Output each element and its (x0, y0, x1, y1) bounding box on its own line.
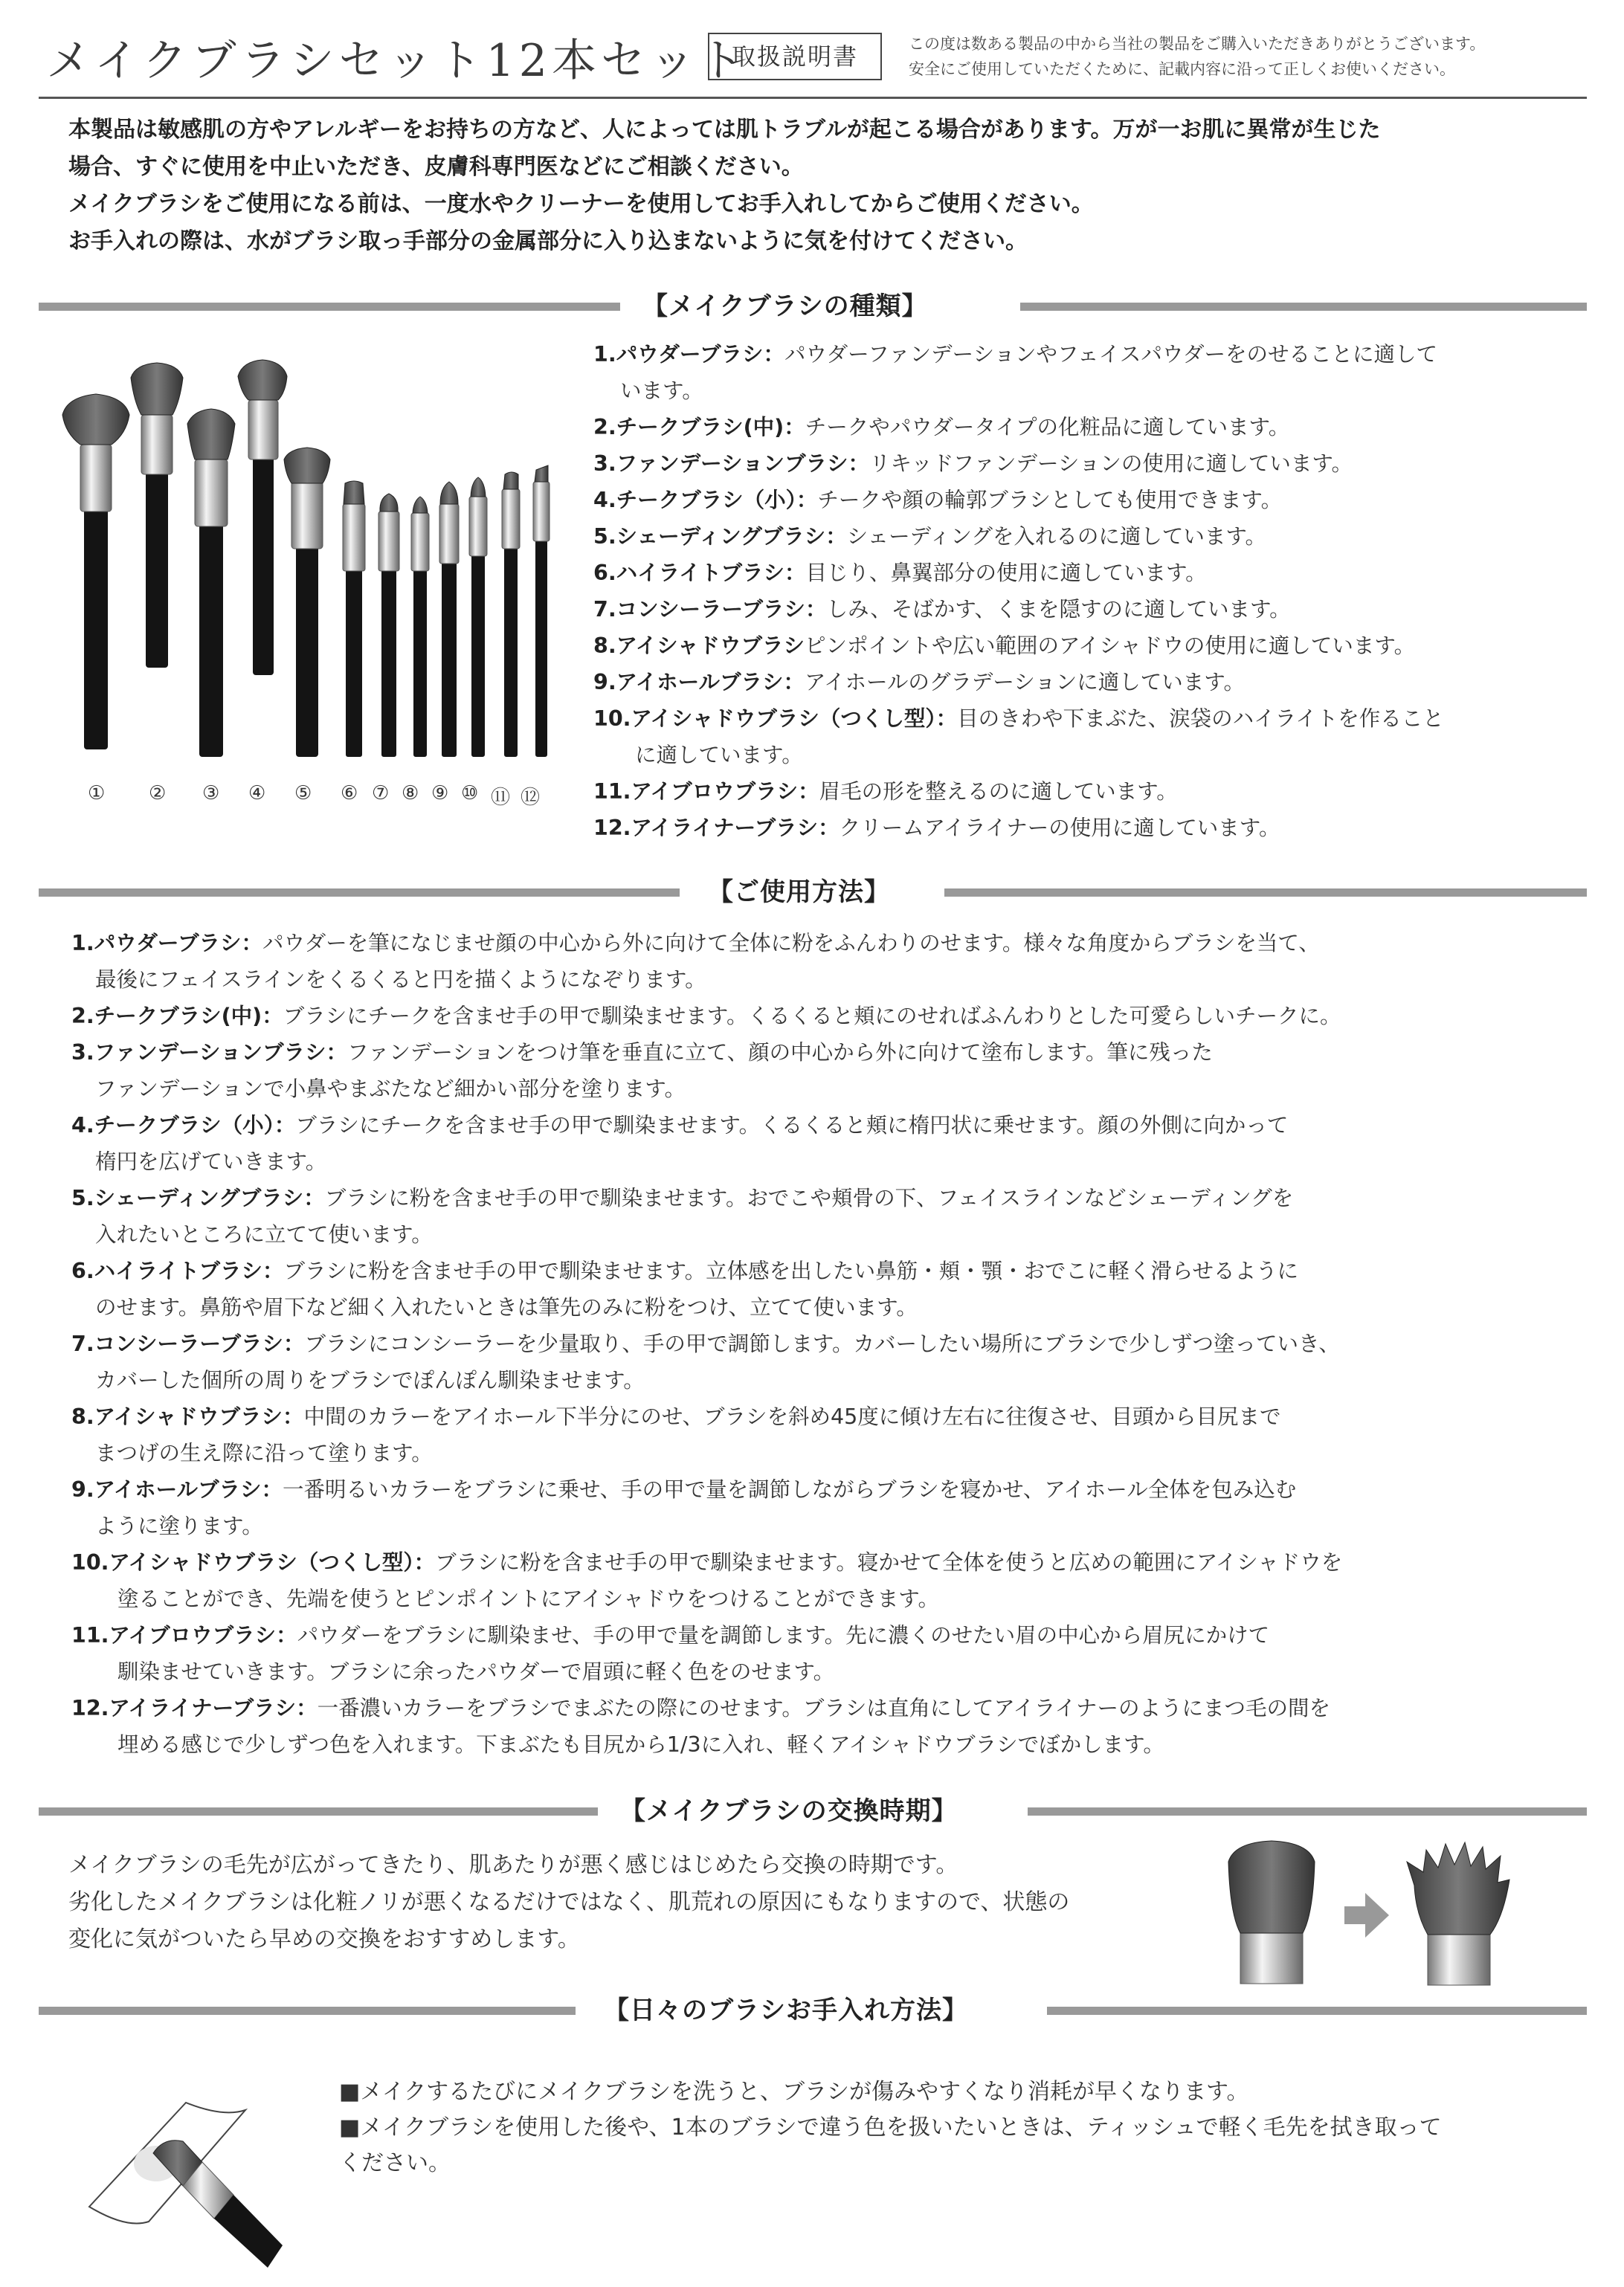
item-name: 12.アイライナーブラシ： (71, 1696, 318, 1720)
text-line: 変化に気がついたら早めの交換をおすすめします。 (68, 1926, 580, 1952)
list-item (71, 1107, 1603, 1144)
list-item (593, 810, 1590, 846)
brush-12 (533, 465, 550, 757)
exchange-text (68, 1847, 1069, 1958)
list-item-cont: のせます。鼻筋や眉下など細く入れたいときは筆先のみに粉をつけ、立てて使います。 (95, 1295, 918, 1320)
list-item (71, 925, 1603, 961)
item-name: 12.アイライナーブラシ： (593, 816, 840, 840)
section-heading-care (39, 1994, 1587, 2027)
care-brush (153, 2141, 283, 2268)
brush-6 (343, 481, 365, 757)
item-name: 8.アイシャドウブラシ： (71, 1404, 304, 1429)
item-name: 7.コンシーラーブラシ： (71, 1332, 305, 1356)
list-item (593, 628, 1590, 664)
item-desc: ファンデーションをつけ筆を垂直に立て、顔の中心から外に向けて塗布します。筆に残った (347, 1040, 1213, 1065)
section-title: 【日々のブラシお手入れ方法】 (604, 1996, 968, 2025)
brush-number: ⑩ (461, 782, 479, 804)
brush-number: ⑨ (431, 782, 449, 804)
brush-number-row (80, 782, 564, 812)
item-name: 10.アイシャドウブラシ（つくし型）： (593, 706, 958, 731)
item-desc: ピンポイントや広い範囲のアイシャドウの使用に適しています。 (805, 633, 1416, 658)
brush-number: ① (88, 782, 106, 804)
item-desc: パウダーをブラシに馴染ませ、手の甲で量を調節します。先に濃くのせたい眉の中心から眉尻にかけて (297, 1623, 1270, 1648)
header-divider (39, 97, 1587, 99)
item-desc: リキッドファンデーションの使用に適しています。 (869, 451, 1353, 476)
thanks-line: 安全にご使用していただくために、記載内容に沿って正しくお使いください。 (909, 60, 1455, 78)
brush-2 (131, 363, 183, 668)
text-line: メイクブラシの毛先が広がってきたり、肌あたりが悪く感じはじめたら交換の時期です。 (68, 1852, 958, 1878)
brush-number: ④ (248, 782, 266, 804)
list-item-cont: います。 (620, 378, 703, 403)
list-item (71, 1617, 1603, 1654)
heading-bar (1047, 2007, 1587, 2015)
brush-number: ⑥ (341, 782, 358, 804)
list-item (71, 1253, 1603, 1289)
notice-line: 本製品は敏感肌の方やアレルギーをお持ちの方など、人によっては肌トラブルが起こる場合があります。万が一お肌に異常が生じた (68, 117, 1381, 143)
page-title: メイクブラシセット12本セット (46, 35, 748, 87)
list-item (593, 773, 1590, 810)
list-item (593, 555, 1590, 591)
item-name: 9.アイホールブラシ： (593, 670, 805, 694)
notice-line: 場合、すぐに使用を中止いただき、皮膚科専門医などにご相談ください。 (68, 154, 804, 180)
item-name: 11.アイブロウブラシ： (593, 779, 819, 804)
item-desc: ブラシに粉を含ませ手の甲で馴染ませます。おでこや頬骨の下、フェイスラインなどシェーディングを (324, 1186, 1294, 1210)
item-name: 8.アイシャドウブラシ (593, 633, 805, 658)
list-item (593, 409, 1590, 445)
new-brush (1228, 1841, 1315, 1984)
item-name: 3.ファンデーションブラシ： (593, 451, 869, 476)
brush-wear-illustration (1206, 1839, 1533, 1988)
brush-11 (502, 472, 520, 757)
brush-10 (469, 477, 487, 757)
list-item (71, 1544, 1603, 1581)
arrow-right-icon (1344, 1893, 1389, 1938)
item-name: 10.アイシャドウブラシ（つくし型）： (71, 1550, 436, 1575)
item-desc: 眉毛の形を整えるのに適しています。 (819, 779, 1178, 804)
brush-number: ⑦ (372, 782, 390, 804)
list-item (593, 482, 1590, 518)
list-item-cont: 楕円を広げていきます。 (95, 1149, 327, 1174)
text-line: 劣化したメイクブラシは化粧ノリが悪くなるだけではなく、肌荒れの原因にもなりますので、状態の (68, 1889, 1070, 1915)
brush-7 (378, 494, 399, 757)
heading-bar (944, 888, 1587, 897)
item-desc: しみ、そばかす、くまを隠すのに適しています。 (826, 597, 1291, 622)
item-desc: 目のきわや下まぶた、涙袋のハイライトを作ること (957, 706, 1444, 731)
notice-line: メイクブラシをご使用になる前は、一度水やクリーナーを使用してお手入れしてからご使用ください。 (68, 191, 1094, 217)
item-desc: ブラシに粉を含ませ手の甲で馴染ませます。立体感を出したい鼻筋・頬・顎・おでこに軽く滑らせるように (283, 1259, 1299, 1283)
brush-types-list (593, 336, 1590, 846)
item-desc: クリームアイライナーの使用に適しています。 (839, 816, 1280, 840)
brush-5 (284, 448, 330, 757)
item-desc: シェーディングを入れるのに適しています。 (846, 524, 1267, 549)
item-name: 2.チークブラシ(中)： (71, 1004, 283, 1028)
list-item-cont: ください。 (339, 2150, 451, 2176)
list-item-cont: ファンデーションで小鼻やまぶたなど細かい部分を塗ります。 (95, 1077, 686, 1101)
usage-list (71, 925, 1603, 1763)
brush-number: ⑧ (402, 782, 419, 804)
section-title: 【ご使用方法】 (708, 877, 890, 907)
item-desc: チークやパウダータイプの化粧品に適しています。 (805, 415, 1290, 439)
brush-8 (411, 497, 429, 757)
item-name: 1.パウダーブラシ： (593, 342, 784, 367)
item-desc: 一番濃いカラーをブラシでまぶたの際にのせます。ブラシは直角にしてアイライナーのようにまつ毛の間を (317, 1696, 1330, 1720)
brush-number: ③ (202, 782, 220, 804)
brush-number: ② (149, 782, 167, 804)
list-item-cont: 塗ることができ、先端を使うとピンポイントにアイシャドウをつけることができます。 (117, 1587, 939, 1611)
list-item-cont: 入れたいところに立てて使います。 (95, 1222, 433, 1247)
item-name: 11.アイブロウブラシ： (71, 1623, 297, 1648)
item-name: 7.コンシーラーブラシ： (593, 597, 827, 622)
brush-9 (439, 482, 459, 757)
list-item (593, 518, 1590, 555)
item-name: 3.ファンデーションブラシ： (71, 1040, 347, 1065)
list-item-cont: まつげの生え際に沿って塗ります。 (95, 1441, 433, 1465)
heading-bar (39, 2007, 576, 2015)
doc-label: 取扱説明書 (708, 33, 882, 80)
item-name: 2.チークブラシ(中)： (593, 415, 805, 439)
section-heading-types (39, 290, 1587, 323)
item-desc: 一番明るいカラーをブラシに乗せ、手の甲で量を調節しながらブラシを寝かせ、アイホール全体を包み込む (283, 1477, 1297, 1502)
heading-bar (39, 1807, 598, 1816)
list-item (593, 336, 1590, 372)
thanks-line: この度は数ある製品の中から当社の製品をご購入いただきありがとうございます。 (909, 35, 1486, 53)
brush-3 (187, 409, 235, 757)
list-item (71, 1180, 1603, 1216)
brush-number: ⑫ (521, 787, 541, 809)
item-name: 1.パウダーブラシ： (71, 931, 262, 955)
tissue-wipe-illustration (82, 2073, 290, 2274)
item-desc: ブラシにチークを含ませ手の甲で馴染ませます。くるくると頬にのせればふんわりとした可愛らしいチークに。 (283, 1004, 1341, 1028)
item-name: 5.シェーディングブラシ： (71, 1186, 325, 1210)
list-item (71, 1690, 1603, 1726)
heading-bar (39, 888, 680, 897)
list-item (593, 700, 1590, 737)
section-heading-exchange (39, 1795, 1587, 1828)
list-item-cont: 最後にフェイスラインをくるくると円を描くようになぞります。 (95, 967, 706, 992)
heading-bar (1020, 303, 1587, 311)
list-item: ■メイクブラシを使用した後や、1本のブラシで違う色を扱いたいときは、ティッシュで軽く毛先を拭き取って (339, 2115, 1442, 2141)
brush-4 (238, 360, 287, 675)
list-item (593, 591, 1590, 628)
list-item (71, 1471, 1603, 1508)
item-desc: パウダーを筆になじませ顔の中心から外に向けて全体に粉をふんわりのせます。様々な角度からブラシを当て、 (262, 931, 1320, 955)
item-name: 4.チークブラシ（小）： (593, 488, 818, 512)
list-item (71, 998, 1603, 1034)
heading-bar (1028, 1807, 1587, 1816)
section-heading-usage (39, 876, 1587, 909)
list-item-cont: カバーした個所の周りをブラシでぽんぽん馴染ませます。 (95, 1368, 645, 1393)
item-desc: ブラシにチークを含ませ手の甲で馴染ませます。くるくると頬に楕円状に乗せます。顔の外側に向かって (295, 1113, 1289, 1138)
list-item: ■メイクするたびにメイクブラシを洗うと、ブラシが傷みやすくなり消耗が早くなります。 (339, 2079, 1249, 2105)
item-desc: 中間のカラーをアイホール下半分にのせ、ブラシを斜め45度に傾け左右に往復させ、目頭から目尻まで (303, 1404, 1281, 1429)
list-item (593, 445, 1590, 482)
list-item (593, 664, 1590, 700)
list-item (71, 1399, 1603, 1435)
item-desc: ブラシに粉を含ませ手の甲で馴染ませます。寝かせて全体を使うと広めの範囲にアイシャドウを (435, 1550, 1343, 1575)
notice-line: お手入れの際は、水がブラシ取っ手部分の金属部分に入り込まないように気を付けてください。 (68, 228, 1028, 254)
brush-number: ⑤ (294, 782, 312, 804)
thanks-message (909, 31, 1485, 82)
item-name: 6.ハイライトブラシ： (71, 1259, 284, 1283)
care-list (339, 2074, 1442, 2181)
item-name: 4.チークブラシ（小）： (71, 1113, 296, 1138)
list-item-cont: に適しています。 (635, 743, 803, 767)
item-desc: アイホールのグラデーションに適しています。 (805, 670, 1245, 694)
item-name: 5.シェーディングブラシ： (593, 524, 847, 549)
worn-brush (1407, 1842, 1509, 1985)
item-name: 6.ハイライトブラシ： (593, 561, 806, 585)
section-title: 【メイクブラシの交換時期】 (620, 1796, 958, 1826)
item-desc: チークや顔の輪郭ブラシとしても使用できます。 (817, 488, 1283, 512)
brush-set-illustration (51, 355, 556, 772)
item-name: 9.アイホールブラシ： (71, 1477, 283, 1502)
heading-bar (39, 303, 620, 311)
brush-number: ⑪ (491, 787, 511, 809)
safety-notice (68, 112, 1570, 260)
item-desc: 目じり、鼻翼部分の使用に適しています。 (805, 561, 1207, 585)
list-item (71, 1034, 1603, 1071)
list-item-cont: 馴染ませていきます。ブラシに余ったパウダーで眉頭に軽く色をのせます。 (117, 1659, 835, 1684)
section-title: 【メイクブラシの種類】 (642, 291, 928, 321)
brush-1 (62, 394, 129, 749)
list-item (71, 1326, 1603, 1362)
list-item-cont: ように塗ります。 (95, 1514, 263, 1538)
list-item-cont: 埋める感じで少しずつ色を入れます。下まぶたも目尻から1/3に入れ、軽くアイシャドウブラシでぼかします。 (117, 1732, 1164, 1757)
item-desc: ブラシにコンシーラーを少量取り、手の甲で調節します。カバーしたい場所にブラシで少しずつ塗っていき、 (304, 1332, 1340, 1356)
item-desc: パウダーファンデーションやフェイスパウダーをのせることに適して (784, 342, 1438, 367)
